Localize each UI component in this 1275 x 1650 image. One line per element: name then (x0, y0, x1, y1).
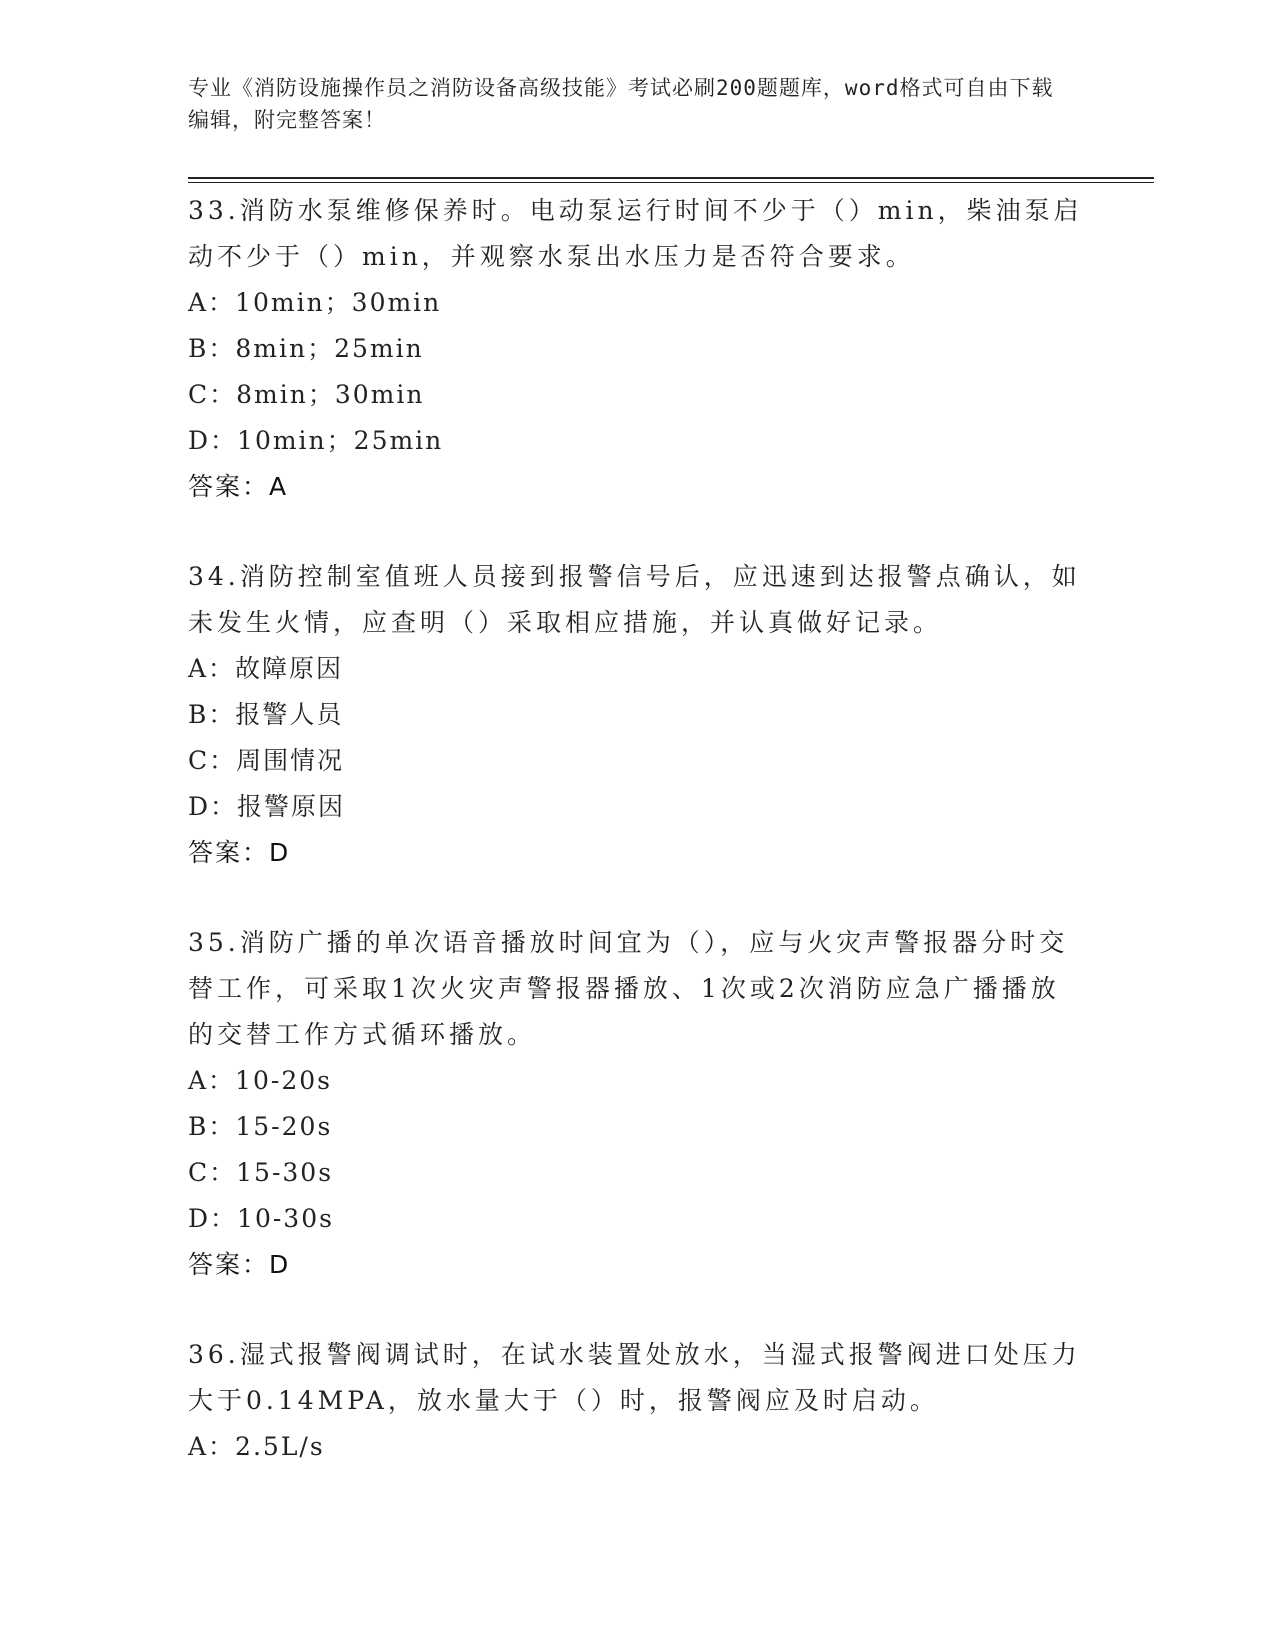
answer-label: 答案：D (188, 838, 291, 867)
option-a: A：10-20s (188, 1066, 332, 1095)
question-33 (188, 188, 1088, 510)
option-a: A：故障原因 (188, 654, 344, 683)
question-35 (188, 920, 1088, 1288)
option-b: B：15-20s (188, 1112, 333, 1141)
option-c: C：15-30s (188, 1158, 334, 1187)
option-a: A：2.5L/s (188, 1432, 325, 1461)
question-text: 35.消防广播的单次语音播放时间宜为（），应与火灾声警报器分时交替工作，可采取1次火灾声警报器播放、1次或2次消防应急广播播放的交替工作方式循环播放。 (188, 928, 1069, 1049)
option-c: C：8min；30min (188, 380, 425, 409)
option-d: D：报警原因 (188, 792, 346, 821)
question-34 (188, 554, 1088, 876)
option-c: C：周围情况 (188, 746, 345, 775)
header-divider (188, 177, 1154, 183)
question-text: 33.消防水泵维修保养时。电动泵运行时间不少于（）min，柴油泵启动不少于（）min，并观察水泵出水压力是否符合要求。 (188, 196, 1083, 271)
answer-label: 答案：A (188, 472, 289, 501)
option-d: D：10-30s (188, 1204, 334, 1233)
question-36 (188, 1332, 1088, 1470)
question-text: 34.消防控制室值班人员接到报警信号后，应迅速到达报警点确认，如未发生火情，应查明（）采取相应措施，并认真做好记录。 (188, 562, 1081, 637)
option-b: B：8min；25min (188, 334, 424, 363)
document-header: 专业《消防设施操作员之消防设备高级技能》考试必刷200题题库，word格式可自由下载编辑，附完整答案！ (188, 76, 1054, 132)
option-b: B：报警人员 (188, 700, 344, 729)
question-list (188, 188, 1088, 1514)
option-d: D：10min；25min (188, 426, 444, 455)
answer-label: 答案：D (188, 1250, 291, 1279)
question-text: 36.湿式报警阀调试时，在试水装置处放水，当湿式报警阀进口处压力大于0.14MPA，放水量大于（）时，报警阀应及时启动。 (188, 1340, 1081, 1415)
option-a: A：10min；30min (188, 288, 442, 317)
